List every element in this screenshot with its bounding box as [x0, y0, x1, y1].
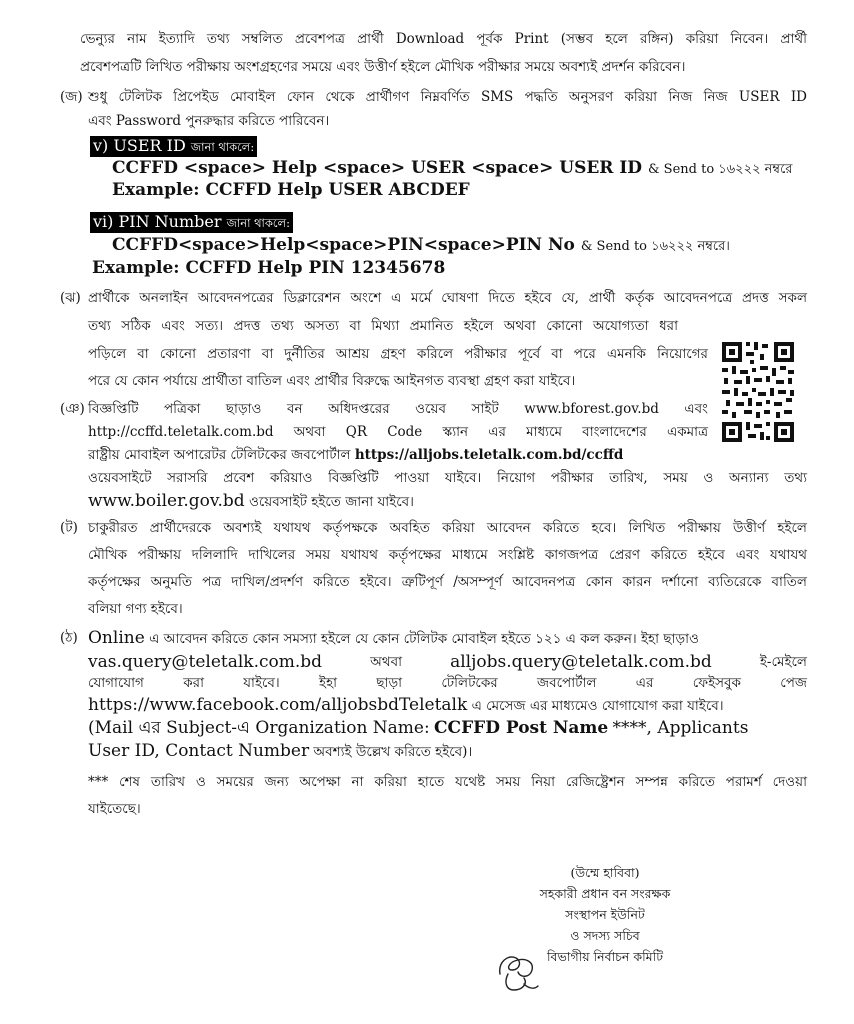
pin-heading-note: জানা থাকলে: [226, 216, 290, 230]
item-j-line-2: এবং Password পুনরুদ্ধার করিতে পারিবেন। [88, 113, 330, 129]
signatory-title-3: ও সদস্য সচিব [570, 928, 640, 943]
alljobs-link[interactable]: https://alljobs.teletalk.com.bd/ccffd [354, 447, 624, 463]
userid-heading-note: জানা থাকলে: [190, 140, 255, 154]
userid-sms-text: CCFFD <space> Help <space> USER <space> USER ID [112, 158, 643, 178]
item-nio-label: (ঞ) [60, 401, 85, 417]
item-th-line-1-text: এ আবেদন করিতে কোন সমস্যা হইলে যে কোন টেলিটক মোবাইল হইতে ১২১ এ কল করুন। ইহা ছাড়াও [149, 631, 699, 647]
pin-sms-text: CCFFD<space>Help<space>PIN<space>PIN No [112, 235, 575, 255]
item-nio-line-3-text: রাষ্ট্রীয় মোবাইল অপারেটর টেলিটকের জবপোর্টাল [88, 447, 351, 463]
pin-heading-text: vi) PIN Number [93, 212, 222, 231]
item-jh-label: (ঝ) [60, 290, 81, 306]
alljobs-query-email[interactable]: alljobs.query@teletalk.com.bd [450, 652, 712, 672]
footnote-line-1: *** শেষ তারিখ ও সময়ের জন্য অপেক্ষা না করিয়া হাতে যথেষ্ট সময় নিয়া রেজিষ্ট্রেশন সম্পন্ন করিতে পরামর্শ দেওয়া [88, 774, 807, 790]
online-word: Online [88, 628, 145, 648]
item-j-line-1: শুধু টেলিটক প্রিপেইড মোবাইল ফোন থেকে প্রার্থীগণ নিম্নবর্ণিত SMS পদ্ধতি অনুসরণ করিয়া নিজ নিজ USER ID [88, 89, 807, 105]
top-line-1: ভেন্যুর নাম ইত্যাদি তথ্য সম্বলিত প্রবেশপত্র প্রার্থী Download পূর্বক Print (সম্ভব হলে রঙ্গিন) করিয়া নিবেন। প্রার্থী [80, 31, 807, 47]
item-nio-line-5-text: ওয়েবসাইট হইতে জানা যাইবে। [248, 494, 414, 510]
userid-example: Example: CCFFD Help USER ABCDEF [112, 180, 470, 200]
item-jh-line-4: পরে যে কোন পর্যায়ে প্রার্থীতা বাতিল এবং প্রার্থীর বিরুদ্ধে আইনগত ব্যবস্থা গ্রহণ করা যাইবে। [88, 373, 576, 389]
item-t-line-1: চাকুরীরত প্রার্থীদেরকে অবশ্যই যথাযথ কর্তৃপক্ষকে অবহিত করিয়া আবেদন করিতে হবে। লিখিত পরীক্ষায় উত্তীর্ণ হইলে [88, 520, 807, 536]
pin-heading [90, 212, 293, 233]
qr-code-graphic [720, 340, 796, 444]
vas-query-email[interactable]: vas.query@teletalk.com.bd [88, 652, 323, 672]
signatory-title-2: সংস্থাপন ইউনিট [565, 907, 645, 922]
item-j-label: (জ) [60, 89, 83, 105]
item-t-line-3: কর্তৃপক্ষের অনুমতি পত্র দাখিল/প্রদর্শণ করিতে হইবে। ত্রুটিপূর্ণ /অসম্পূর্ণ আবেদনপত্র কোন কারন দর্শানো ব্যতিরেকে বাতিল [88, 574, 807, 590]
item-nio-line-1: বিজ্ঞপ্তিটি পত্রিকা ছাড়াও বন অধিদপ্তরের ওয়েব সাইট www.bforest.gov.bd এবং [88, 401, 708, 417]
item-th-line-6b: অবশ্যই উল্লেখ করিতে হইবে)। [313, 744, 473, 760]
userid-sms-format [112, 157, 792, 181]
item-th-line-5a: (Mail এর Subject-এ Organization Name: [88, 718, 430, 738]
item-th-email-word: ই-মেইলে [759, 654, 807, 670]
signatory-title-1: সহকারী প্রধান বন সংরক্ষক [539, 886, 671, 901]
item-th-line-1 [88, 626, 807, 651]
signatory-name: (উম্মে হাবিবা) [570, 865, 640, 880]
userid-heading-text: v) USER ID [93, 136, 186, 155]
qr-code-icon [720, 340, 796, 444]
pin-example: Example: CCFFD Help PIN 12345678 [92, 258, 446, 278]
item-th-line-3: যোগাযোগ করা যাইবে। ইহা ছাড়া টেলিটকের জবপোর্টাল এর ফেইসবুক পেজ [88, 675, 807, 691]
signatory-title-4: বিভাগীয় নির্বাচন কমিটি [546, 949, 664, 964]
item-jh-line-1: প্রার্থীকে অনলাইন আবেদনপত্রের ডিক্লারেশন অংশে এ মর্মে ঘোষণা দিতে হইবে যে, প্রার্থী কর্তৃক আবেদনপত্রে প্রদত্ত সকল [88, 290, 807, 306]
footnote-line-2: যাইতেছে। [88, 801, 141, 817]
item-t-line-2: মৌখিক পরীক্ষায় দলিলাদি দাখিলের সময় যথাযথ কর্তৃপক্ষের মাধ্যমে সংশ্লিষ্ট কাগজপত্র প্রেরণ করিতে হইবে এবং যথাযথ [88, 547, 807, 563]
item-th-line-6a: User ID, Contact Number [88, 741, 310, 761]
item-t-line-4: বলিয়া গণ্য হইবে। [88, 601, 183, 617]
item-t-label: (ট) [60, 520, 78, 536]
item-th-line-5b: CCFFD Post Name [434, 718, 609, 738]
item-th-line-4-text: এ মেসেজ এর মাধ্যমেও যোগাযোগ করা যাইবে। [471, 698, 724, 714]
item-jh-line-3: পড়িলে বা কোনো প্রতারণা বা দুর্নীতির আশ্রয় গ্রহণ করিলে পরীক্ষার পূর্বে বা পরে এমনকি নিয়োগের [88, 346, 708, 362]
item-th-or: অথবা [370, 654, 403, 670]
pin-sms-format [112, 234, 730, 258]
pin-sms-send: & Send to ১৬২২২ নম্বরে। [580, 239, 730, 254]
item-th-line-5 [88, 716, 807, 741]
userid-sms-send: & Send to ১৬২২২ নম্বরে [647, 162, 793, 177]
signature-graphic [494, 944, 542, 996]
item-th-line-6 [88, 739, 807, 764]
item-nio-line-5 [88, 489, 807, 514]
item-nio-line-3 [88, 443, 708, 467]
item-th-line-4 [88, 693, 807, 718]
handwritten-signature [494, 944, 542, 996]
item-nio-line-2: http://ccffd.teletalk.com.bd অথবা QR Code স্ক্যান এর মাধ্যমে বাংলাদেশের একমাত্র [88, 424, 708, 440]
item-nio-line-4: ওয়েবসাইটে সরাসরি প্রবেশ করিয়াও বিজ্ঞপ্তিটি পাওয়া যাইবে। নিয়োগ পরীক্ষার তারিখ, সময় ও অন্যান্য তথ্য [88, 470, 807, 486]
userid-heading [90, 136, 257, 157]
boiler-link[interactable]: www.boiler.gov.bd [88, 491, 245, 511]
facebook-link[interactable]: https://www.facebook.com/alljobsbdTeletalk [88, 695, 468, 715]
top-line-2: প্রবেশপত্রটি লিখিত পরীক্ষায় অংশগ্রহণের সময়ে এবং উত্তীর্ণ হইলে মৌখিক পরীক্ষার সময়ে অবশ্যই প্রদর্শন করিবেন। [80, 59, 686, 75]
item-th-line-5c: ****, Applicants [612, 718, 749, 738]
item-jh-line-2: তথ্য সঠিক এবং সত্য। প্রদত্ত তথ্য অসত্য বা মিথ্যা প্রমানিত হইলে অথবা কোনো অযোগ্যতা ধরা [88, 318, 678, 334]
item-th-label: (ঠ) [60, 630, 78, 646]
